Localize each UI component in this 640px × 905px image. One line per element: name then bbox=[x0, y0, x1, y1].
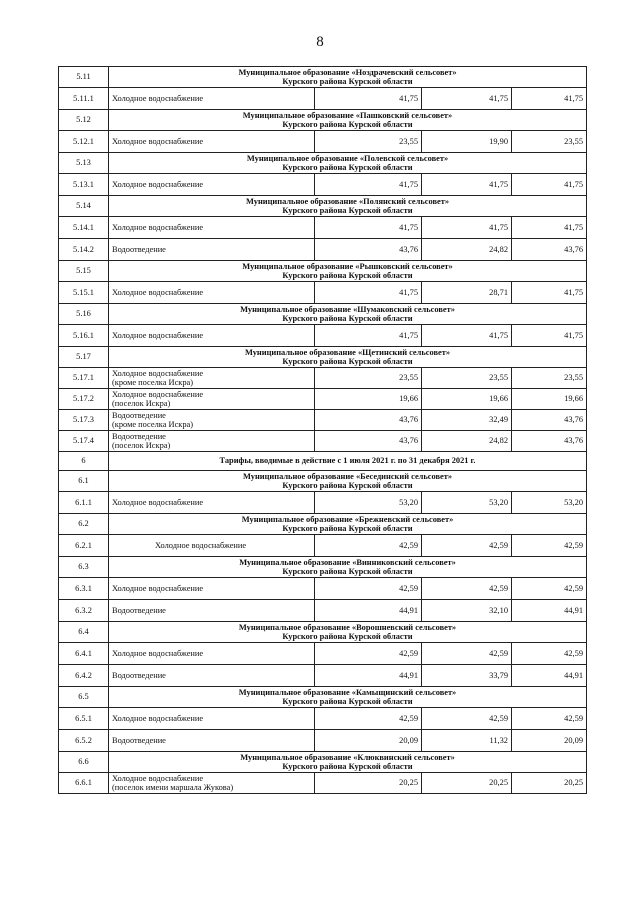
municipality-header-row bbox=[59, 622, 587, 643]
municipality-title: Муниципальное образование «Бесединский сельсовет» bbox=[242, 471, 453, 481]
row-number: 6.1 bbox=[59, 471, 109, 492]
tariff-value: 19,66 bbox=[512, 389, 587, 410]
tariff-value: 33,79 bbox=[422, 665, 512, 687]
service-name-cell bbox=[109, 282, 315, 304]
row-number: 5.17.4 bbox=[59, 431, 109, 452]
tariff-row bbox=[59, 578, 587, 600]
tariff-value: 23,55 bbox=[512, 131, 587, 153]
row-number: 6.2 bbox=[59, 514, 109, 535]
page-number: 8 bbox=[316, 34, 324, 50]
service-name-cell bbox=[109, 708, 315, 730]
tariff-value: 53,20 bbox=[315, 492, 422, 514]
service-name-line: Холодное водоснабжение bbox=[112, 179, 204, 189]
tariff-row bbox=[59, 217, 587, 239]
municipality-title: Муниципальное образование «Шумаковский сельсовет» bbox=[240, 304, 455, 314]
row-number: 6.3.1 bbox=[59, 578, 109, 600]
tariff-value: 42,59 bbox=[512, 578, 587, 600]
service-name-cell bbox=[109, 431, 315, 452]
row-number: 6.3 bbox=[59, 557, 109, 578]
municipality-header-row bbox=[59, 347, 587, 368]
tariff-row bbox=[59, 665, 587, 687]
municipality-title-cell bbox=[109, 67, 587, 88]
municipality-header-row bbox=[59, 196, 587, 217]
tariff-value: 19,66 bbox=[315, 389, 422, 410]
municipality-header-row bbox=[59, 261, 587, 282]
service-name-line: Водоотведение bbox=[112, 670, 166, 680]
row-number: 6.3.2 bbox=[59, 600, 109, 622]
service-name-line: (поселок имени маршала Жукова) bbox=[112, 783, 234, 792]
row-number: 5.15.1 bbox=[59, 282, 109, 304]
tariff-row bbox=[59, 492, 587, 514]
municipality-title: Муниципальное образование «Брежневский сельсовет» bbox=[241, 514, 454, 524]
tariff-value: 42,59 bbox=[422, 578, 512, 600]
service-name-cell bbox=[109, 643, 315, 665]
service-name-cell bbox=[109, 239, 315, 261]
municipality-subtitle: Курского района Курской области bbox=[282, 77, 413, 86]
tariff-value: 42,59 bbox=[512, 535, 587, 557]
tariff-value: 23,55 bbox=[315, 368, 422, 389]
municipality-header-row bbox=[59, 67, 587, 88]
service-name-line: Водоотведение bbox=[112, 244, 166, 254]
service-name-line: Холодное водоснабжение bbox=[112, 330, 204, 340]
tariff-value: 44,91 bbox=[315, 665, 422, 687]
section-number: 6 bbox=[59, 452, 109, 471]
tariff-value: 41,75 bbox=[422, 325, 512, 347]
service-name-cell bbox=[109, 730, 315, 752]
service-name-line: (поселок Искра) bbox=[112, 399, 171, 408]
row-number: 5.17.3 bbox=[59, 410, 109, 431]
tariff-row bbox=[59, 730, 587, 752]
service-name-line: Холодное водоснабжение bbox=[112, 773, 204, 783]
row-number: 6.6 bbox=[59, 752, 109, 773]
service-name-line: Водоотведение bbox=[112, 605, 166, 615]
service-name-cell bbox=[109, 578, 315, 600]
service-name-cell bbox=[109, 773, 315, 794]
municipality-title-cell bbox=[109, 304, 587, 325]
tariff-value: 41,75 bbox=[512, 325, 587, 347]
tariff-row bbox=[59, 282, 587, 304]
row-number: 5.12.1 bbox=[59, 131, 109, 153]
tariff-value: 41,75 bbox=[422, 174, 512, 196]
municipality-title-cell bbox=[109, 261, 587, 282]
tariff-value: 42,59 bbox=[512, 643, 587, 665]
municipality-title-cell bbox=[109, 471, 587, 492]
municipality-subtitle: Курского района Курской области bbox=[282, 481, 413, 490]
tariff-row bbox=[59, 174, 587, 196]
service-name-line: Холодное водоснабжение bbox=[112, 93, 204, 103]
municipality-subtitle: Курского района Курской области bbox=[282, 314, 413, 323]
service-name-line: Холодное водоснабжение bbox=[112, 389, 204, 399]
municipality-subtitle: Курского района Курской области bbox=[282, 120, 413, 129]
municipality-title-cell bbox=[109, 622, 587, 643]
tariff-row bbox=[59, 410, 587, 431]
tariff-table bbox=[58, 66, 587, 794]
service-name-line: Холодное водоснабжение bbox=[112, 583, 204, 593]
tariff-value: 41,75 bbox=[512, 88, 587, 110]
tariff-value: 41,75 bbox=[315, 174, 422, 196]
row-number: 5.12 bbox=[59, 110, 109, 131]
municipality-header-row bbox=[59, 110, 587, 131]
row-number: 6.5.1 bbox=[59, 708, 109, 730]
municipality-subtitle: Курского района Курской области bbox=[282, 632, 413, 641]
municipality-title: Муниципальное образование «Камыщинский сельсовет» bbox=[238, 687, 457, 697]
tariff-value: 44,91 bbox=[512, 665, 587, 687]
section-header-row bbox=[59, 452, 587, 471]
row-number: 5.16.1 bbox=[59, 325, 109, 347]
service-name-cell bbox=[109, 665, 315, 687]
row-number: 6.6.1 bbox=[59, 773, 109, 794]
municipality-title: Муниципальное образование «Пашковский сельсовет» bbox=[242, 110, 453, 120]
service-name-cell bbox=[109, 217, 315, 239]
tariff-value: 41,75 bbox=[512, 217, 587, 239]
service-name-cell bbox=[109, 88, 315, 110]
row-number: 5.14.2 bbox=[59, 239, 109, 261]
tariff-row bbox=[59, 600, 587, 622]
tariff-value: 41,75 bbox=[422, 88, 512, 110]
municipality-header-row bbox=[59, 752, 587, 773]
tariff-value: 42,59 bbox=[315, 578, 422, 600]
service-name-line: (кроме поселка Искра) bbox=[112, 420, 194, 429]
service-name-line: Водоотведение bbox=[112, 431, 166, 441]
tariff-value: 43,76 bbox=[315, 410, 422, 431]
row-number: 5.15 bbox=[59, 261, 109, 282]
tariff-value: 24,82 bbox=[422, 431, 512, 452]
section-title: Тарифы, вводимые в действие с 1 июля 2021 г. по 31 декабря 2021 г. bbox=[109, 452, 587, 471]
row-number: 5.14.1 bbox=[59, 217, 109, 239]
municipality-title: Муниципальное образование «Ворошневский сельсовет» bbox=[238, 622, 457, 632]
row-number: 5.14 bbox=[59, 196, 109, 217]
row-number: 5.11.1 bbox=[59, 88, 109, 110]
tariff-value: 32,10 bbox=[422, 600, 512, 622]
service-name-cell bbox=[109, 410, 315, 431]
tariff-value: 20,09 bbox=[315, 730, 422, 752]
service-name-line: Холодное водоснабжение bbox=[112, 368, 204, 378]
municipality-subtitle: Курского района Курской области bbox=[282, 163, 413, 172]
municipality-title-cell bbox=[109, 557, 587, 578]
tariff-value: 24,82 bbox=[422, 239, 512, 261]
tariff-row bbox=[59, 535, 587, 557]
tariff-value: 41,75 bbox=[315, 282, 422, 304]
municipality-header-row bbox=[59, 153, 587, 174]
municipality-title: Муниципальное образование «Клюквинский сельсовет» bbox=[240, 752, 455, 762]
service-name-line: Холодное водоснабжение bbox=[155, 540, 247, 550]
tariff-value: 44,91 bbox=[512, 600, 587, 622]
row-number: 6.4.2 bbox=[59, 665, 109, 687]
municipality-title: Муниципальное образование «Полевской сельсовет» bbox=[246, 153, 449, 163]
row-number: 6.1.1 bbox=[59, 492, 109, 514]
tariff-value: 20,09 bbox=[512, 730, 587, 752]
row-number: 5.11 bbox=[59, 67, 109, 88]
tariff-row bbox=[59, 131, 587, 153]
row-number: 6.2.1 bbox=[59, 535, 109, 557]
tariff-value: 41,75 bbox=[315, 88, 422, 110]
service-name-line: (кроме поселка Искра) bbox=[112, 378, 194, 387]
tariff-value: 41,75 bbox=[512, 174, 587, 196]
municipality-title-cell bbox=[109, 687, 587, 708]
tariff-value: 20,25 bbox=[422, 773, 512, 794]
tariff-table-body bbox=[59, 67, 587, 794]
tariff-value: 53,20 bbox=[512, 492, 587, 514]
service-name-cell bbox=[109, 389, 315, 410]
tariff-value: 41,75 bbox=[422, 217, 512, 239]
tariff-row bbox=[59, 431, 587, 452]
municipality-subtitle: Курского района Курской области bbox=[282, 697, 413, 706]
tariff-value: 19,90 bbox=[422, 131, 512, 153]
tariff-value: 23,55 bbox=[315, 131, 422, 153]
row-number: 5.16 bbox=[59, 304, 109, 325]
municipality-title: Муниципальное образование «Щетинский сельсовет» bbox=[244, 347, 451, 357]
tariff-value: 42,59 bbox=[315, 643, 422, 665]
municipality-subtitle: Курского района Курской области bbox=[282, 524, 413, 533]
tariff-value: 41,75 bbox=[512, 282, 587, 304]
tariff-value: 19,66 bbox=[422, 389, 512, 410]
service-name-cell bbox=[109, 368, 315, 389]
tariff-value: 53,20 bbox=[422, 492, 512, 514]
municipality-header-row bbox=[59, 687, 587, 708]
tariff-row bbox=[59, 708, 587, 730]
tariff-value: 41,75 bbox=[315, 217, 422, 239]
service-name-cell bbox=[109, 535, 315, 557]
municipality-title: Муниципальное образование «Ноздрачевский сельсовет» bbox=[238, 67, 457, 77]
municipality-header-row bbox=[59, 514, 587, 535]
tariff-value: 20,25 bbox=[315, 773, 422, 794]
municipality-title-cell bbox=[109, 347, 587, 368]
service-name-cell bbox=[109, 325, 315, 347]
municipality-title: Муниципальное образование «Винниковский сельсовет» bbox=[239, 557, 456, 567]
tariff-row bbox=[59, 88, 587, 110]
municipality-title-cell bbox=[109, 752, 587, 773]
tariff-row bbox=[59, 325, 587, 347]
tariff-value: 42,59 bbox=[422, 535, 512, 557]
municipality-title-cell bbox=[109, 110, 587, 131]
tariff-value: 32,49 bbox=[422, 410, 512, 431]
service-name-line: Холодное водоснабжение bbox=[112, 648, 204, 658]
service-name-cell bbox=[109, 600, 315, 622]
service-name-cell bbox=[109, 174, 315, 196]
tariff-row bbox=[59, 643, 587, 665]
tariff-value: 28,71 bbox=[422, 282, 512, 304]
municipality-subtitle: Курского района Курской области bbox=[282, 271, 413, 280]
tariff-value: 43,76 bbox=[512, 239, 587, 261]
service-name-line: (поселок Искра) bbox=[112, 441, 171, 450]
service-name-line: Холодное водоснабжение bbox=[112, 136, 204, 146]
tariff-row bbox=[59, 773, 587, 794]
municipality-title: Муниципальное образование «Рышковский сельсовет» bbox=[242, 261, 453, 271]
service-name-cell bbox=[109, 492, 315, 514]
row-number: 5.13.1 bbox=[59, 174, 109, 196]
municipality-header-row bbox=[59, 557, 587, 578]
service-name-cell bbox=[109, 131, 315, 153]
tariff-value: 42,59 bbox=[315, 708, 422, 730]
row-number: 6.4.1 bbox=[59, 643, 109, 665]
tariff-value: 43,76 bbox=[315, 239, 422, 261]
municipality-subtitle: Курского района Курской области bbox=[282, 206, 413, 215]
service-name-line: Холодное водоснабжение bbox=[112, 497, 204, 507]
row-number: 6.5.2 bbox=[59, 730, 109, 752]
municipality-subtitle: Курского района Курской области bbox=[282, 567, 413, 576]
tariff-row bbox=[59, 368, 587, 389]
service-name-line: Водоотведение bbox=[112, 735, 166, 745]
tariff-value: 41,75 bbox=[315, 325, 422, 347]
tariff-value: 23,55 bbox=[422, 368, 512, 389]
municipality-header-row bbox=[59, 471, 587, 492]
municipality-title-cell bbox=[109, 196, 587, 217]
row-number: 5.17.1 bbox=[59, 368, 109, 389]
municipality-title-cell bbox=[109, 153, 587, 174]
tariff-value: 43,76 bbox=[512, 431, 587, 452]
tariff-row bbox=[59, 389, 587, 410]
municipality-subtitle: Курского района Курской области bbox=[282, 762, 413, 771]
row-number: 5.13 bbox=[59, 153, 109, 174]
row-number: 6.5 bbox=[59, 687, 109, 708]
tariff-row bbox=[59, 239, 587, 261]
service-name-line: Холодное водоснабжение bbox=[112, 713, 204, 723]
service-name-line: Холодное водоснабжение bbox=[112, 287, 204, 297]
tariff-value: 42,59 bbox=[422, 708, 512, 730]
row-number: 6.4 bbox=[59, 622, 109, 643]
service-name-line: Водоотведение bbox=[112, 410, 166, 420]
municipality-subtitle: Курского района Курской области bbox=[282, 357, 413, 366]
service-name-line: Холодное водоснабжение bbox=[112, 222, 204, 232]
tariff-value: 23,55 bbox=[512, 368, 587, 389]
tariff-value: 20,25 bbox=[512, 773, 587, 794]
tariff-value: 42,59 bbox=[315, 535, 422, 557]
municipality-header-row bbox=[59, 304, 587, 325]
tariff-value: 43,76 bbox=[512, 410, 587, 431]
tariff-value: 42,59 bbox=[422, 643, 512, 665]
tariff-value: 44,91 bbox=[315, 600, 422, 622]
tariff-value: 11,32 bbox=[422, 730, 512, 752]
tariff-value: 42,59 bbox=[512, 708, 587, 730]
municipality-title: Муниципальное образование «Полянский сельсовет» bbox=[245, 196, 450, 206]
tariff-value: 43,76 bbox=[315, 431, 422, 452]
row-number: 5.17.2 bbox=[59, 389, 109, 410]
municipality-title-cell bbox=[109, 514, 587, 535]
row-number: 5.17 bbox=[59, 347, 109, 368]
